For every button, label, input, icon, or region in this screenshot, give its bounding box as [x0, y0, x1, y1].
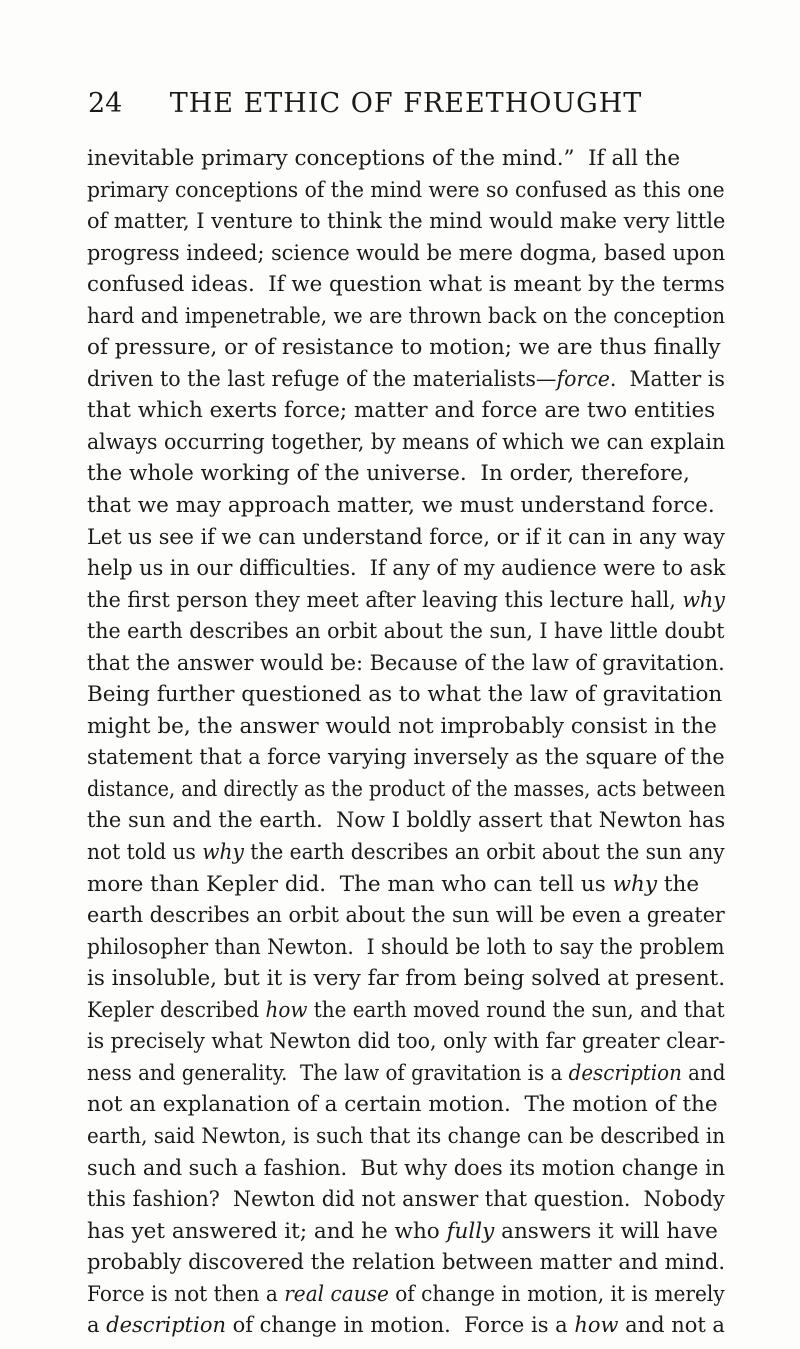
- text-segment: probably discovered the relation between matter and mind.: [87, 1250, 726, 1276]
- text-line: [87, 900, 725, 932]
- text-line: [87, 742, 725, 774]
- text-line: [87, 206, 726, 238]
- text-segment: statement that a force varying inversely as the square of the: [87, 745, 725, 771]
- text-segment: . Matter is: [609, 366, 725, 392]
- italic-text: why: [682, 587, 725, 613]
- text-segment: of change in motion, it is merely: [388, 1281, 725, 1307]
- text-segment: always occurring together, by means of which we can explain: [87, 429, 726, 455]
- italic-text: description: [568, 1060, 682, 1086]
- text-line: [87, 1058, 726, 1090]
- text-line: [87, 1153, 726, 1185]
- text-segment: of pressure, or of resistance to motion; we are thus finally: [87, 335, 721, 361]
- text-line: [87, 616, 725, 648]
- text-segment: Force is not then a: [87, 1281, 285, 1307]
- text-segment: has yet answered it; and he who: [87, 1218, 447, 1244]
- text-segment: might be, the answer would not improbably consist in the: [87, 713, 717, 739]
- text-segment: distance, and directly as the product of the masses, acts between: [87, 776, 726, 802]
- text-line: [87, 175, 725, 207]
- italic-text: description: [106, 1313, 226, 1339]
- text-line: [87, 143, 725, 175]
- body-text: [87, 143, 725, 1342]
- text-segment: this fashion? Newton did not answer that question. Nobody: [87, 1187, 725, 1213]
- text-line: [87, 648, 725, 680]
- text-segment: more than Kepler did. The man who can tell us: [87, 871, 613, 897]
- text-segment: such and such a fashion. But why does its motion change in: [87, 1155, 726, 1181]
- page-header: [88, 88, 724, 128]
- text-line: [87, 522, 725, 554]
- text-line: [87, 395, 725, 427]
- italic-text: fully: [446, 1218, 495, 1244]
- text-line: [87, 1089, 725, 1121]
- text-line: [87, 1184, 725, 1216]
- italic-text: how: [574, 1313, 619, 1339]
- text-segment: help us in our difficulties. If any of my audience were to ask: [87, 556, 726, 582]
- running-title: THE ETHIC OF FREETHOUGHT: [169, 88, 643, 119]
- text-segment: of matter, I venture to think the mind would make very little: [87, 209, 726, 235]
- text-line: [87, 301, 726, 333]
- italic-text: real cause: [284, 1281, 389, 1307]
- text-line: [87, 553, 726, 585]
- text-segment: primary conceptions of the mind were so confused as this one: [87, 177, 725, 203]
- text-line: [87, 1026, 726, 1058]
- text-line: [87, 458, 725, 490]
- text-segment: a: [87, 1313, 107, 1339]
- text-segment: philosopher than Newton. I should be loth to say the problem: [87, 934, 725, 960]
- text-segment: of change in motion. Force is a: [225, 1313, 575, 1339]
- text-segment: earth, said Newton, is such that its change can be described in: [87, 1123, 726, 1149]
- text-segment: Kepler described: [87, 997, 266, 1023]
- text-line: [87, 711, 725, 743]
- text-line: [87, 585, 725, 617]
- text-line: [87, 837, 725, 869]
- text-line: [87, 1216, 725, 1248]
- text-segment: that the answer would be: Because of the law of gravitation.: [87, 650, 725, 676]
- text-line: [87, 1279, 725, 1311]
- text-segment: hard and impenetrable, we are thrown back on the conception: [87, 303, 726, 329]
- text-line: [87, 427, 726, 459]
- text-segment: that which exerts force; matter and force are two entities: [87, 398, 716, 424]
- text-segment: earth describes an orbit about the sun will be even a greater: [87, 903, 725, 929]
- italic-text: force: [556, 366, 610, 392]
- text-line: [87, 932, 725, 964]
- text-line: [87, 869, 725, 901]
- text-line: [87, 269, 725, 301]
- text-segment: not told us: [87, 840, 203, 866]
- text-segment: not an explanation of a certain motion. The motion of the: [87, 1092, 718, 1118]
- text-line: [87, 238, 726, 270]
- text-line: [87, 963, 726, 995]
- text-segment: inevitable primary conceptions of the mind.” If all the: [87, 146, 681, 171]
- text-segment: progress indeed; science would be mere dogma, based upon: [87, 240, 726, 266]
- text-segment: and not a: [618, 1313, 725, 1339]
- text-segment: Let us see if we can understand force, or if it can in any way: [87, 524, 725, 550]
- text-segment: driven to the last refuge of the materialists—: [87, 366, 557, 392]
- text-segment: the first person they meet after leaving this lecture hall,: [87, 587, 683, 613]
- text-segment: and: [681, 1060, 726, 1086]
- text-line: [87, 490, 725, 522]
- text-segment: is insoluble, but it is very far from being solved at present.: [87, 966, 726, 992]
- text-segment: the earth moved round the sun, and that: [307, 997, 725, 1023]
- text-segment: the whole working of the universe. In order, therefore,: [87, 461, 690, 487]
- text-segment: is precisely what Newton did too, only with far greater clear-: [87, 1029, 726, 1055]
- text-segment: answers it will have: [494, 1218, 718, 1244]
- italic-text: why: [202, 840, 244, 866]
- page-number: 24: [88, 88, 123, 119]
- text-segment: that we may approach matter, we must understand force.: [87, 493, 715, 519]
- text-line: [87, 364, 725, 396]
- text-line: [87, 1310, 725, 1342]
- text-segment: the earth describes an orbit about the sun, I have little doubt: [87, 619, 725, 645]
- italic-text: why: [612, 871, 658, 897]
- text-line: [87, 774, 726, 806]
- text-segment: confused ideas. If we question what is meant by the terms: [87, 272, 725, 298]
- italic-text: how: [265, 997, 308, 1023]
- text-segment: Being further questioned as to what the law of gravitation: [87, 682, 723, 708]
- text-segment: ness and generality. The law of gravitation is a: [87, 1060, 569, 1086]
- text-line: [87, 1121, 726, 1153]
- text-line: [87, 995, 725, 1027]
- text-segment: the earth describes an orbit about the sun any: [243, 840, 725, 866]
- text-line: [87, 679, 725, 711]
- text-line: [87, 1247, 726, 1279]
- text-segment: the: [657, 871, 700, 897]
- text-segment: the sun and the earth. Now I boldly assert that Newton has: [87, 808, 726, 834]
- text-line: [87, 332, 725, 364]
- text-line: [87, 805, 726, 837]
